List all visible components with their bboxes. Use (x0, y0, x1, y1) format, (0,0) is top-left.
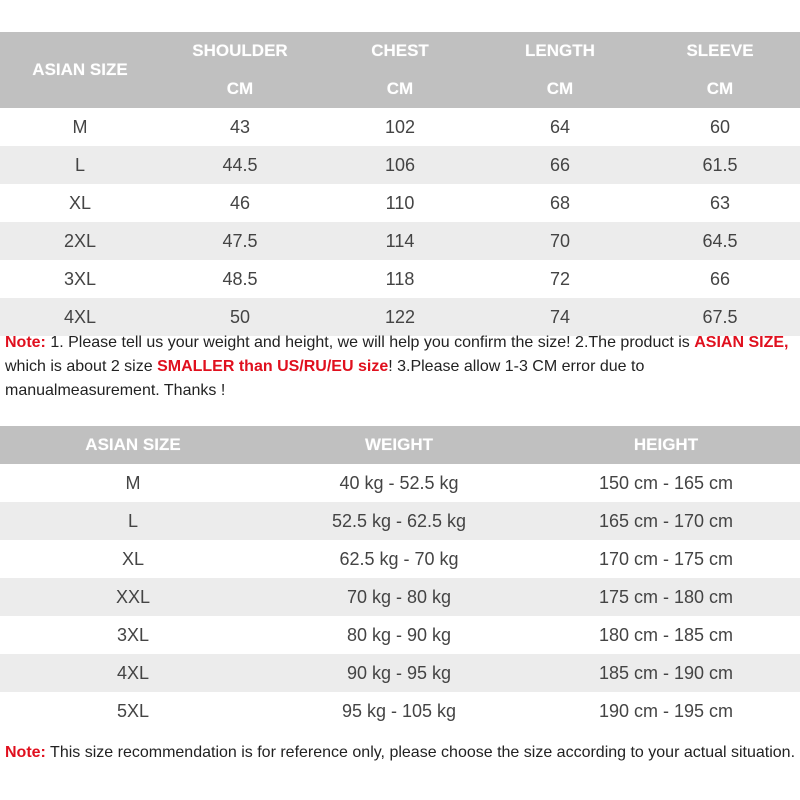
sleeve-cell: 60 (709, 116, 731, 137)
sleeve-unit: CM (640, 70, 800, 108)
weight-cell: 40 kg - 52.5 kg (339, 472, 459, 493)
table-row (0, 654, 800, 692)
shoulder-cell: 50 (160, 298, 320, 336)
shoulder-cell: 43 (229, 116, 251, 137)
note-text: which is about 2 size (5, 358, 158, 375)
chest-cell: 110 (385, 192, 415, 213)
length-unit: CM (480, 70, 640, 108)
chest-cell: 106 (320, 146, 480, 184)
size-cell: M (72, 116, 88, 137)
note-label: Note: (5, 744, 46, 761)
shoulder-cell: 46 (229, 192, 251, 213)
table-row (0, 540, 800, 578)
size-cell: XL (68, 192, 92, 213)
height-cell: 180 cm - 185 cm (598, 624, 734, 645)
table-row (0, 464, 800, 502)
asian-size-header: ASIAN SIZE (0, 426, 266, 464)
shoulder-cell: 48.5 (222, 268, 258, 289)
table-row (0, 108, 800, 146)
asian-size-header: ASIAN SIZE (0, 32, 160, 108)
weight-cell: 70 kg - 80 kg (266, 578, 532, 616)
table-row (0, 616, 800, 654)
table-row (0, 578, 800, 616)
shoulder-cell: 47.5 (160, 222, 320, 260)
table-row (0, 184, 800, 222)
length-cell: 66 (480, 146, 640, 184)
size-note (5, 331, 797, 403)
length-cell: 64 (549, 116, 571, 137)
sleeve-cell: 64.5 (640, 222, 800, 260)
chest-cell: 118 (385, 268, 415, 289)
note-text: 1. Please tell us your weight and height, we will help you confirm the size! 2.The product is (45, 334, 695, 351)
weight-cell: 52.5 kg - 62.5 kg (266, 502, 532, 540)
length-cell: 74 (480, 298, 640, 336)
shoulder-cell: 44.5 (160, 146, 320, 184)
weight-cell: 62.5 kg - 70 kg (339, 548, 459, 569)
length-cell: 70 (480, 222, 640, 260)
height-cell: 185 cm - 190 cm (532, 654, 800, 692)
size-cell: XL (121, 548, 145, 569)
shoulder-unit: CM (160, 70, 320, 108)
table-row (0, 692, 800, 730)
weight-table-header-row (0, 426, 800, 464)
chest-unit: CM (320, 70, 480, 108)
size-cell: 3XL (116, 624, 150, 645)
size-chart-table (0, 32, 800, 336)
size-cell: 5XL (116, 700, 150, 721)
weight-cell: 80 kg - 90 kg (346, 624, 452, 645)
note-highlight: SMALLER than US/RU/EU size (157, 358, 389, 375)
chest-cell: 122 (320, 298, 480, 336)
note-text: ! 3.Please allow 1-3 CM error due to manualmeasurement. Thanks ! (5, 358, 645, 399)
shoulder-header: SHOULDER (160, 32, 320, 70)
sleeve-cell: 63 (709, 192, 731, 213)
size-chart-header-row (0, 32, 800, 70)
height-header: HEIGHT (532, 426, 800, 464)
size-cell: L (0, 146, 160, 184)
note-text: This size recommendation is for reference only, please choose the size according to your actual situation. (45, 744, 796, 761)
table-row (0, 222, 800, 260)
length-header: LENGTH (480, 32, 640, 70)
size-cell: 3XL (63, 268, 97, 289)
weight-height-table (0, 426, 800, 730)
weight-header: WEIGHT (266, 426, 532, 464)
chest-cell: 102 (384, 116, 416, 137)
note-highlight: ASIAN SIZE, (694, 334, 789, 351)
height-cell: 175 cm - 180 cm (532, 578, 800, 616)
length-cell: 68 (549, 192, 571, 213)
size-cell: 4XL (0, 298, 160, 336)
sleeve-header: SLEEVE (640, 32, 800, 70)
table-row (0, 260, 800, 298)
weight-cell: 95 kg - 105 kg (341, 700, 457, 721)
height-cell: 150 cm - 165 cm (598, 472, 734, 493)
height-cell: 190 cm - 195 cm (598, 700, 734, 721)
sleeve-cell: 67.5 (640, 298, 800, 336)
size-cell: 4XL (0, 654, 266, 692)
sleeve-cell: 66 (709, 268, 731, 289)
note-label: Note: (5, 334, 46, 351)
table-row (0, 146, 800, 184)
height-cell: 170 cm - 175 cm (598, 548, 734, 569)
length-cell: 72 (549, 268, 571, 289)
table-row (0, 502, 800, 540)
chest-cell: 114 (320, 222, 480, 260)
chest-header: CHEST (320, 32, 480, 70)
size-cell: 2XL (0, 222, 160, 260)
size-cell: M (125, 472, 141, 493)
sleeve-cell: 61.5 (640, 146, 800, 184)
recommendation-note (5, 741, 797, 765)
size-cell: L (0, 502, 266, 540)
weight-cell: 90 kg - 95 kg (266, 654, 532, 692)
size-cell: XXL (0, 578, 266, 616)
height-cell: 165 cm - 170 cm (532, 502, 800, 540)
